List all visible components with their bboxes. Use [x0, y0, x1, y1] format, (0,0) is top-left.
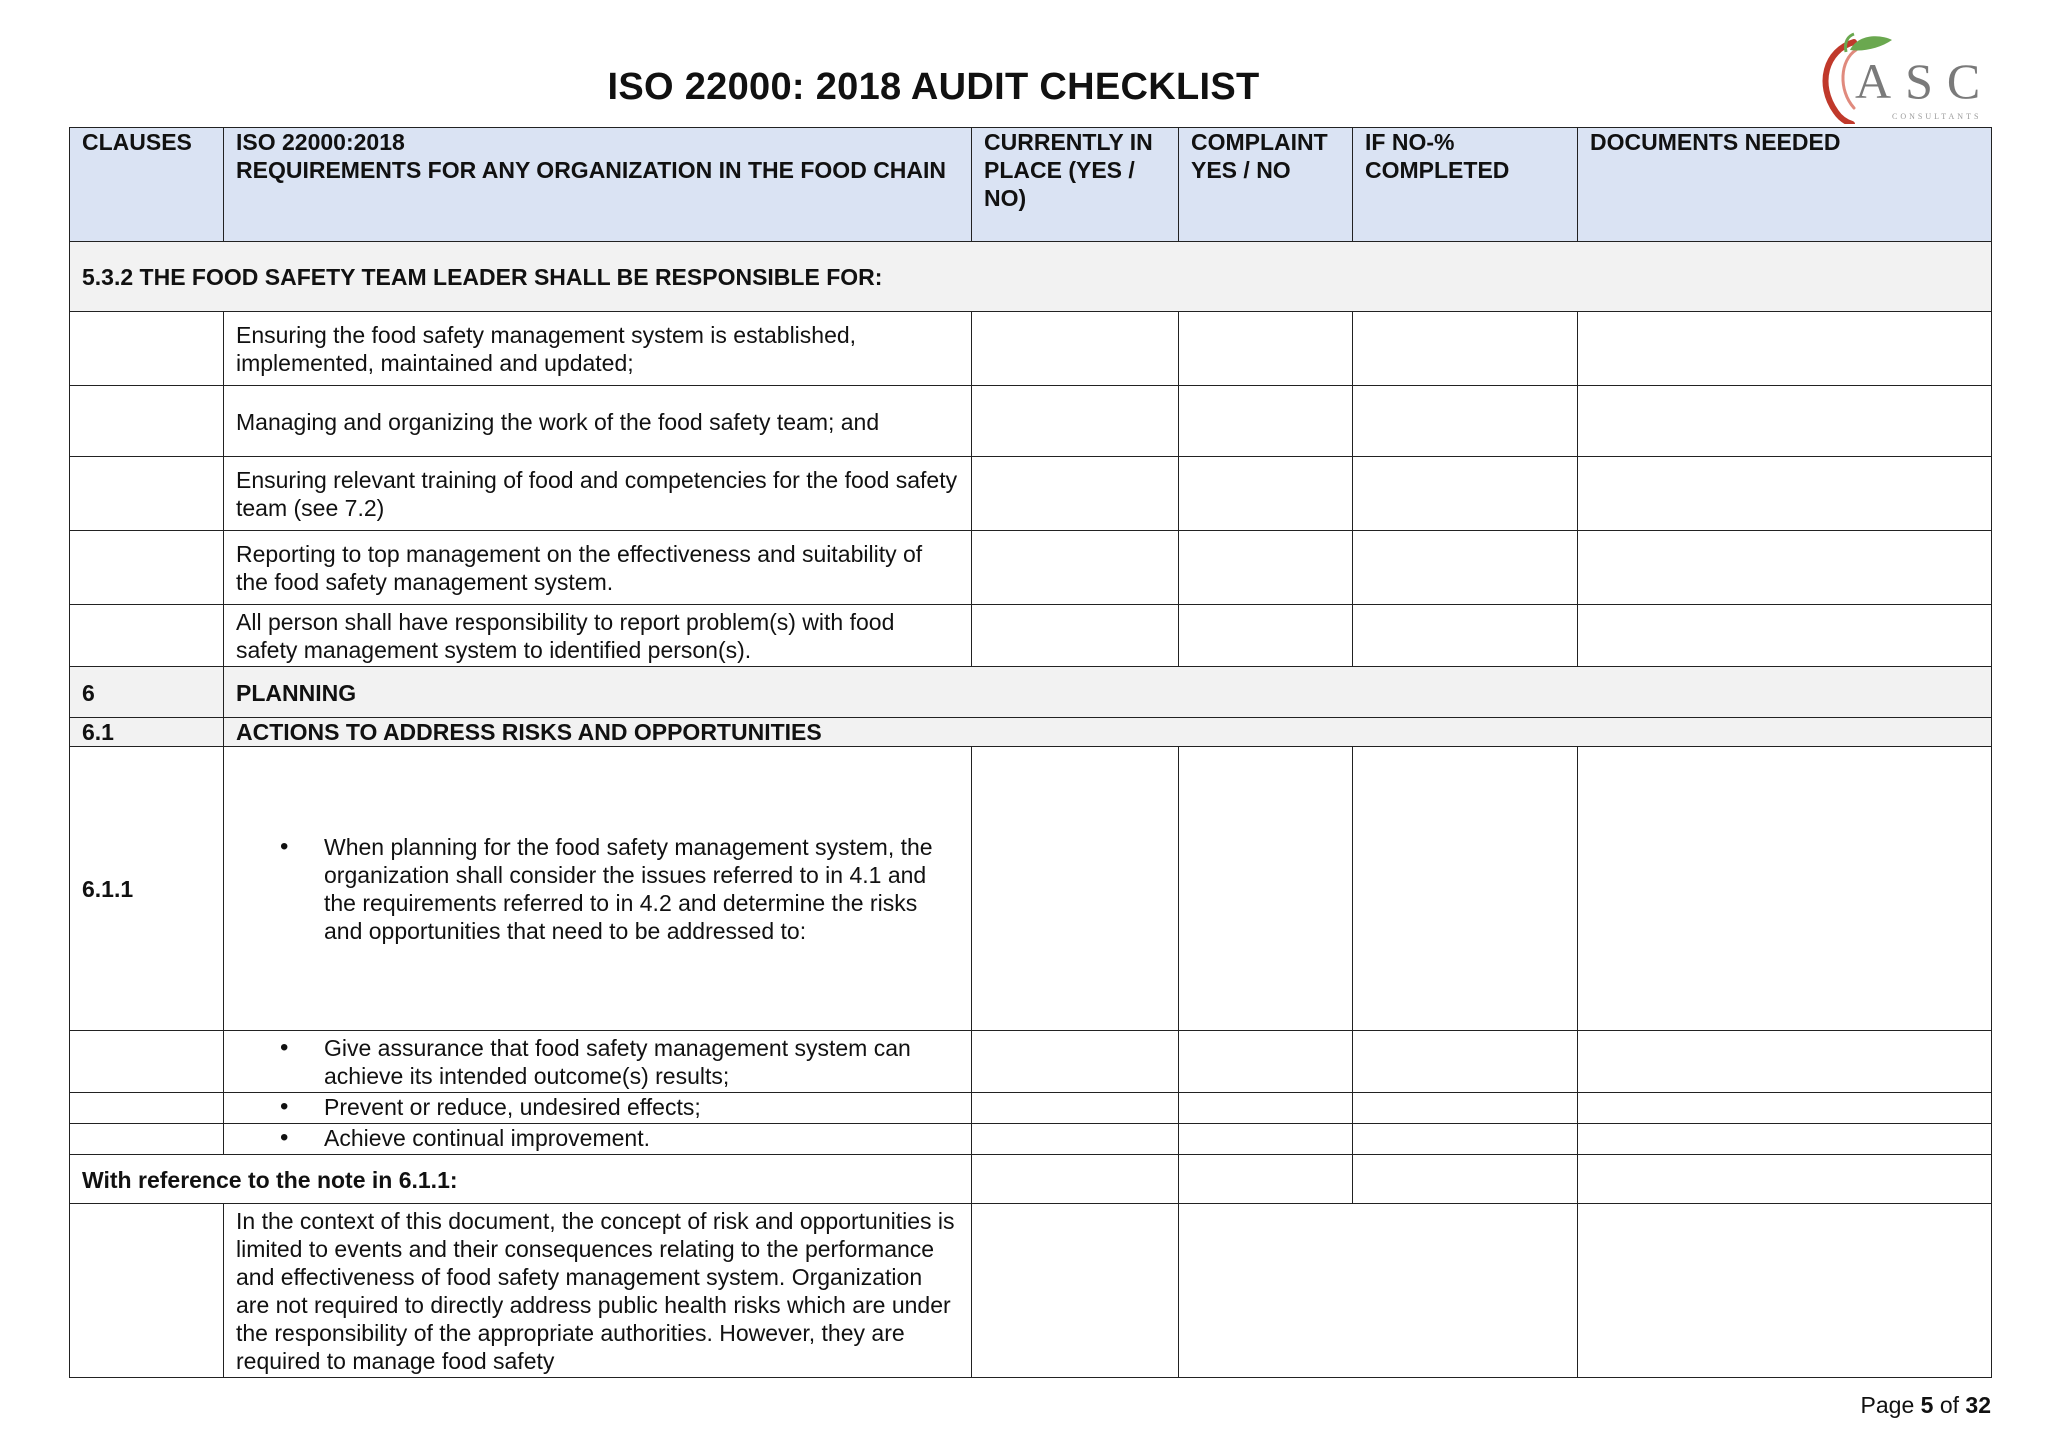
audit-checklist-table	[69, 127, 1992, 1378]
section-clause: 6.1	[70, 718, 224, 747]
documents-needed-cell[interactable]	[1578, 1124, 1992, 1155]
clause-cell	[70, 1204, 224, 1378]
complaint-cell[interactable]	[1179, 1124, 1353, 1155]
clause-cell	[70, 312, 224, 386]
section-clause: 6	[70, 667, 224, 718]
requirement-cell	[224, 747, 972, 1031]
header-documents-needed: DOCUMENTS NEEDED	[1578, 128, 1992, 242]
note-heading: With reference to the note in 6.1.1:	[70, 1155, 972, 1204]
currently-in-place-cell[interactable]	[972, 605, 1179, 667]
table-row	[70, 312, 1992, 386]
complaint-cell[interactable]	[1179, 1093, 1353, 1124]
if-no-completed-cell[interactable]	[1353, 312, 1578, 386]
table-row	[70, 747, 1992, 1031]
table-row	[70, 1093, 1992, 1124]
if-no-completed-cell[interactable]	[1353, 457, 1578, 531]
clause-cell	[70, 1093, 224, 1124]
header-complaint: COMPLAINT YES / NO	[1179, 128, 1353, 242]
table-row	[70, 1031, 1992, 1093]
currently-in-place-cell[interactable]	[972, 1124, 1179, 1155]
currently-in-place-cell[interactable]	[972, 457, 1179, 531]
note-heading-row	[70, 1155, 1992, 1204]
documents-needed-cell[interactable]	[1578, 386, 1992, 457]
requirement-cell: Ensuring the food safety management system is established, implemented, maintained and updated;	[224, 312, 972, 386]
header-requirements: ISO 22000:2018 REQUIREMENTS FOR ANY ORGANIZATION IN THE FOOD CHAIN	[224, 128, 972, 242]
of-label: of	[1939, 1392, 1960, 1418]
page-label: Page	[1860, 1392, 1915, 1418]
if-no-completed-cell[interactable]	[1353, 1155, 1578, 1204]
if-no-completed-cell[interactable]	[1353, 747, 1578, 1031]
section-row-6	[70, 667, 1992, 718]
if-no-completed-cell[interactable]	[1353, 605, 1578, 667]
requirement-cell: Ensuring relevant training of food and competencies for the food safety team (see 7.2)	[224, 457, 972, 531]
requirement-cell: All person shall have responsibility to report problem(s) with food safety management system to identified person(s).	[224, 605, 972, 667]
header-currently-in-place: CURRENTLY IN PLACE (YES / NO)	[972, 128, 1179, 242]
bullet-item: • Prevent or reduce, undesired effects;	[236, 1093, 959, 1121]
complaint-cell[interactable]	[1179, 312, 1353, 386]
documents-needed-cell[interactable]	[1578, 1204, 1992, 1378]
section-title: PLANNING	[224, 667, 1992, 718]
table-row	[70, 1204, 1992, 1378]
documents-needed-cell[interactable]	[1578, 312, 1992, 386]
currently-in-place-cell[interactable]	[972, 747, 1179, 1031]
requirement-cell	[224, 1124, 972, 1155]
complaint-cell[interactable]	[1179, 605, 1353, 667]
bullet-item: • Give assurance that food safety management system can achieve its intended outcome(s) results;	[236, 1034, 959, 1090]
complaint-cell[interactable]	[1179, 1155, 1353, 1204]
clause-cell	[70, 531, 224, 605]
requirement-cell	[224, 1093, 972, 1124]
documents-needed-cell[interactable]	[1578, 1155, 1992, 1204]
documents-needed-cell[interactable]	[1578, 747, 1992, 1031]
section-row-5-3-2	[70, 242, 1992, 312]
bullet-item: • When planning for the food safety management system, the organization shall consider the issues referred to in 4.1 and the requirements referred to in 4.2 and determine the risks and opportunities that need to be addressed to:	[236, 833, 959, 945]
requirement-cell: Reporting to top management on the effectiveness and suitability of the food safety management system.	[224, 531, 972, 605]
currently-in-place-cell[interactable]	[972, 312, 1179, 386]
complaint-cell[interactable]	[1179, 1204, 1578, 1378]
if-no-completed-cell[interactable]	[1353, 531, 1578, 605]
header-clauses: CLAUSES	[70, 128, 224, 242]
page-current: 5	[1920, 1392, 1934, 1418]
clause-cell	[70, 386, 224, 457]
page-number	[1861, 1392, 1991, 1419]
requirement-cell	[224, 1031, 972, 1093]
if-no-completed-cell[interactable]	[1353, 1093, 1578, 1124]
table-row	[70, 457, 1992, 531]
if-no-completed-cell[interactable]	[1353, 386, 1578, 457]
table-row	[70, 386, 1992, 457]
table-row	[70, 605, 1992, 667]
bullet-item: • Achieve continual improvement.	[236, 1124, 959, 1152]
documents-needed-cell[interactable]	[1578, 457, 1992, 531]
documents-needed-cell[interactable]	[1578, 531, 1992, 605]
clause-cell	[70, 457, 224, 531]
page-total: 32	[1965, 1392, 1991, 1418]
clause-cell: 6.1.1	[70, 747, 224, 1031]
documents-needed-cell[interactable]	[1578, 1093, 1992, 1124]
if-no-completed-cell[interactable]	[1353, 1031, 1578, 1093]
clause-cell	[70, 1031, 224, 1093]
documents-needed-cell[interactable]	[1578, 1031, 1992, 1093]
logo-text: ASC	[1855, 53, 1995, 109]
complaint-cell[interactable]	[1179, 457, 1353, 531]
currently-in-place-cell[interactable]	[972, 531, 1179, 605]
section-title: 5.3.2 THE FOOD SAFETY TEAM LEADER SHALL BE RESPONSIBLE FOR:	[70, 242, 1992, 312]
section-title: ACTIONS TO ADDRESS RISKS AND OPPORTUNITIES	[224, 718, 1992, 747]
clause-cell	[70, 605, 224, 667]
section-row-6-1	[70, 718, 1992, 747]
currently-in-place-cell[interactable]	[972, 1031, 1179, 1093]
complaint-cell[interactable]	[1179, 1031, 1353, 1093]
clause-cell	[70, 1124, 224, 1155]
complaint-cell[interactable]	[1179, 386, 1353, 457]
note-text-cell: In the context of this document, the concept of risk and opportunities is limited to events and their consequences relating to the performance and effectiveness of food safety management system. Organization are not required to directly address public health risks which are under the responsibility of the appropriate authorities. However, they are required to manage food safety	[224, 1204, 972, 1378]
header-if-no-completed: IF NO-% COMPLETED	[1353, 128, 1578, 242]
currently-in-place-cell[interactable]	[972, 386, 1179, 457]
table-row	[70, 531, 1992, 605]
page-title: ISO 22000: 2018 AUDIT CHECKLIST	[607, 66, 1260, 108]
currently-in-place-cell[interactable]	[972, 1155, 1179, 1204]
complaint-cell[interactable]	[1179, 531, 1353, 605]
complaint-cell[interactable]	[1179, 747, 1353, 1031]
documents-needed-cell[interactable]	[1578, 605, 1992, 667]
currently-in-place-cell[interactable]	[972, 1204, 1179, 1378]
table-row	[70, 1124, 1992, 1155]
table-header-row	[70, 128, 1992, 242]
requirement-cell: Managing and organizing the work of the food safety team; and	[224, 386, 972, 457]
logo-subtitle: CONSULTANTS	[1892, 112, 1982, 121]
currently-in-place-cell[interactable]	[972, 1093, 1179, 1124]
if-no-completed-cell[interactable]	[1353, 1124, 1578, 1155]
